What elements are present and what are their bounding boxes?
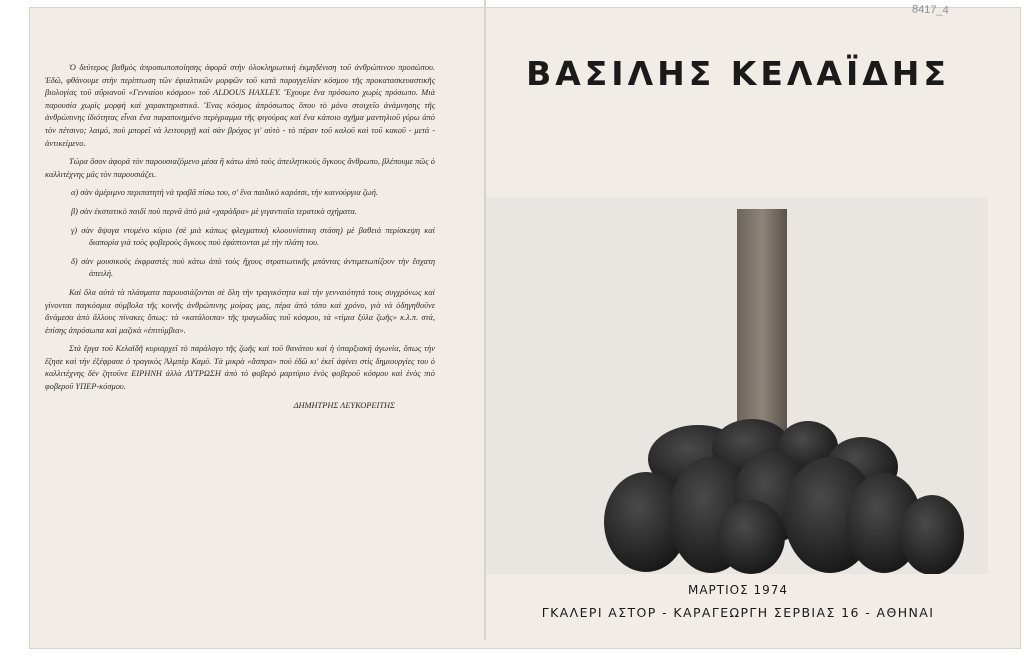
essay-text <box>45 62 435 418</box>
essay-item-c: γ) σὰν ἄψογα ντυμένο κύριο (σὲ μιὰ κάπως φλεγματικὴ κλοουνίστικη στάση) μὲ βαθειὰ περίσκεψη καὶ διαπορία γιὰ τοὺς φοβεροὺς ὄγκους ποὺ ἐφάπτονται μὲ τὴν πλάτη του. <box>71 225 435 248</box>
essay-signature: ΔΗΜΗΤΡΗΣ ΛΕΥΚΟΡΕΙΤΗΣ <box>293 400 395 410</box>
essay-paragraph-1: Ὁ δεύτερος βαθμὸς ἀπροσωποποίησης ἀφορᾶ στὴν ὁλοκληρωτικὴ ἐκμηδένιση τοῦ ἀνθρώπινου προσώπου. Ἐδῶ, φθάνουμε στὴν περίπτωση τῶν ἐφιαλτικῶν μορφῶν τοῦ κατὰ παραγγελίαν κόσμου τῆς προκατασκευαστικῆς βιολογίας τοῦ αὔριανοῦ «Γενναίου κόσμου» τοῦ ALDOUS HAXLEY. Ἔχουμε ἕνα πρόσωπο χωρὶς πρόσωπο. Μιὰ παρουσία χωρὶς μορφὴ καὶ χαρακτηριστικά. Ἕνας κόσμος ἀπρόσωπος ὅπου τὸ μόνο στοιχεῖο ἀνάμνησης τῆς ἀνθρώπινης ἰδιότητας εἶναι ἕνα παραποιημένο περίγραμμα τῆς φιγούρας καὶ ἕνα κάποιο σχῆμα μαντηλιοῦ γύρω ἀπὸ τὸν πέτσινο; λαιμό, ποὺ μπορεῖ νὰ λειτουργῇ καὶ σὰν βρόχος γι' αὐτὸ - τὸ πέραν τοῦ καλοῦ καὶ τοῦ κακοῦ - μετά - ἀντικείμενο. <box>45 63 435 148</box>
stone-mass <box>604 419 964 574</box>
essay-item-a: α) σὰν ἀμέριμνο περιπατητὴ νὰ τραβᾶ πίσω του, σ' ἕνα παιδικὸ καρότσι, τὴν καινούργια ζωή. <box>71 188 378 198</box>
artist-name-title: ΒΑΣΙΛΗΣ ΚΕΛΑΪΔΗΣ <box>526 54 950 93</box>
essay-paragraph-3: Καὶ ὅλα αὐτὰ τὰ πλάσματα παρουσιάζονται σὲ ὅλη τὴν τραγικότητα καὶ τὴν γενναιότητά τους συγχρόνως καὶ γίνονται παγκόσμια σύμβολα τῆς κοινῆς ἀνθρώπινης μοίρας μας, πέρα ἀπὸ τόπο καὶ χρόνο, γιὰ νὰ ὁδηγηθοῦνε ἄνάμεσα ἀπὸ ἄλλους πίνακες ὅπως: τὰ «κατάλοιπα» τῆς τραγωδίας τοῦ κόσμου, τὰ «τίμια ξύλα ζωῆς» κ.λ.π. στά, ἐπίσης ἀπρόσωπα καὶ μαζικὰ «ἐπιτύμβια». <box>45 287 435 335</box>
artwork-photo <box>486 197 988 574</box>
essay-item-b: β) σὰν ἐκστατικὸ παιδὶ ποὺ περνᾶ ἀπὸ μιὰ «χαράδρα» μὲ γιγαντιαῖα τερατικὰ σχήματα. <box>71 206 357 216</box>
artwork-illustration <box>486 197 988 574</box>
archive-mark: 8417_4 <box>911 3 949 17</box>
exhibition-date: ΜΑΡΤΙΟΣ 1974 <box>687 583 789 597</box>
essay-item-d: δ) σὰν μουσικοὺς ἐκφραστὲς ποὺ κάτω ἀπὸ τοὺς ἤχους στρατιωτικῆς μπάντας ἀντιμετωπίζουν τὴν ἔσχατη ἀπειλή. <box>71 256 435 279</box>
essay-paragraph-2: Τώρα ὅσον ἀφορᾶ τὸν παρουσιαζόμενο μέσα ἢ κάτω ἀπὸ τοὺς ἀπειλητικοὺς ὄγκους ἄνθρωπο, βλέπουμε πῶς ὁ καλλιτέχνης μᾶς τὸν παρουσιάζει. <box>45 157 435 179</box>
essay-paragraph-4: Στὰ ἔργα τοῦ Κελαϊδῆ κυριαρχεῖ τὸ παράλογο τῆς ζωῆς καὶ τοῦ θανάτου καὶ ἡ ὑπαρξιακὴ ἀγωνία, ὅπως τὴν ἔζησε καὶ τὴν ἐξέφρασε ὁ τραγικὸς Ἀλμπὲρ Καμύ. Τὰ μικρὰ «ἄσπρα» ποὺ ἐδῶ κι' ἐκεῖ ἀφίνει στὶς δημιουργίες του ὁ καλλιτέχνης δὲν ζητοῦνε ΕΙΡΗΝΗ ἀλλὰ ΛΥΤΡΩΣΗ ἀπὸ τὸ φοβερὸ μαρτύριο ἑνὸς φοβεροῦ κόσμου καὶ ἑνὸς πιὸ φοβεροῦ ΥΠΕΡ-κόσμου. <box>45 344 435 392</box>
wooden-post <box>737 209 787 443</box>
exhibition-venue: ΓΚΑΛΕΡΙ ΑΣΤΟΡ - ΚΑΡΑΓΕΩΡΓΗ ΣΕΡΒΙΑΣ 16 - ΑΘΗΝΑΙ <box>541 605 935 620</box>
